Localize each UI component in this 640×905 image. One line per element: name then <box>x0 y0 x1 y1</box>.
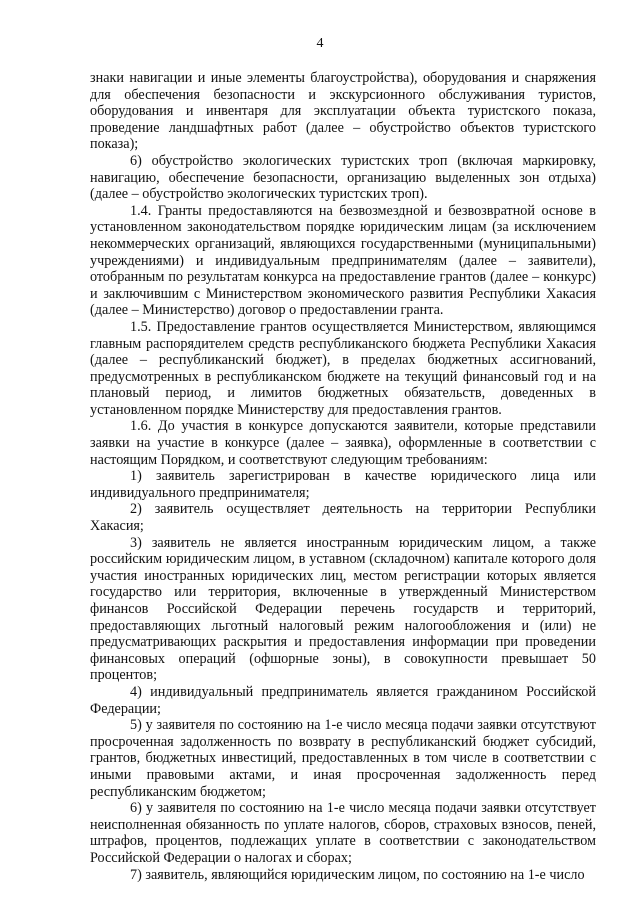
page-number: 4 <box>316 36 324 51</box>
requirement-4: 4) индивидуальный предприниматель является гражданином Российской Федерации; <box>90 683 596 717</box>
requirement-7: 7) заявитель, являющийся юридическим лицом, по состоянию на 1-е число <box>130 866 585 883</box>
requirement-6: 6) у заявителя по состоянию на 1-е число месяца подачи заявки отсутствует неисполненная обязанность по уплате налогов, сборов, страховых взносов, пеней, штрафов, процентов, подлежащих уплате в соответствии с законодательством Российской Федерации о налогах и сборах; <box>90 800 596 866</box>
requirement-5: 5) у заявителя по состоянию на 1-е число месяца подачи заявки отсутствуют просроченная задолженность по возврату в республиканский бюджет субсидий, грантов, бюджетных инвестиций, предоставленных в том числе в соответствии с иными правовыми актами, и иная просроченная задолженность перед республиканским бюджетом; <box>90 717 596 800</box>
requirement-1: 1) заявитель зарегистрирован в качестве юридического лица или индивидуального предпринимателя; <box>90 468 596 501</box>
paragraph-1-6: 1.6. До участия в конкурсе допускаются заявители, которые представили заявки на участие в конкурсе (далее – заявка), оформленные в соответствии с настоящим Порядком, и соответствуют следующим требованиям: <box>90 418 596 468</box>
paragraph-continuation: знаки навигации и иные элементы благоустройства), оборудования и снаряжения для обеспечения безопасности и экскурсионного обслуживания туристов, оборудования и инвентаря для эксплуатации объекта туристского показа, проведение ландшафтных работ (далее – обустройство объектов туристского показа); <box>90 70 596 153</box>
paragraph-1-5: 1.5. Предоставление грантов осуществляется Министерством, являющимся главным распорядителем средств республиканского бюджета Республики Хакасия (далее – республиканский бюджет), в пределах бюджетных ассигнований, предусмотренных в республиканском бюджете на текущий финансовый год и на плановый период, и лимитов бюджетных обязательств, доведенных в установленном порядке Министерству для предоставления грантов. <box>90 318 596 418</box>
requirement-2: 2) заявитель осуществляет деятельность на территории Республики Хакасия; <box>90 501 596 535</box>
document-body <box>90 70 596 883</box>
paragraph-1-4: 1.4. Гранты предоставляются на безвозмездной и безвозвратной основе в установленном законодательством порядке юридическим лицам (за исключением некоммерческих организаций, являющихся государственными (муниципальными) учреждениями) и индивидуальным предпринимателям (далее – заявители), отобранным по результатам конкурса на предоставление грантов (далее – конкурс) и заключившим с Министерством экономического развития Республики Хакасия (далее – Министерство) договор о предоставлении гранта. <box>90 202 596 319</box>
requirement-3: 3) заявитель не является иностранным юридическим лицом, а также российским юридическим лицом, в уставном (складочном) капитале которого доля участия иностранных юридических лиц, местом регистрации которых является государство или территория, включенные в утвержденный Министерством финансов Российской Федерации перечень государств и территорий, предоставляющих льготный налоговый режим налогообложения и (или) не предусматривающих раскрытия и предоставления информации при проведении финансовых операций (офшорные зоны), в совокупности превышает 50 процентов; <box>90 534 596 684</box>
paragraph-item-6: 6) обустройство экологических туристских троп (включая маркировку, навигацию, обеспечение безопасности, организацию выделенных зон отдыха) (далее – обустройство экологических туристских троп). <box>90 152 596 203</box>
